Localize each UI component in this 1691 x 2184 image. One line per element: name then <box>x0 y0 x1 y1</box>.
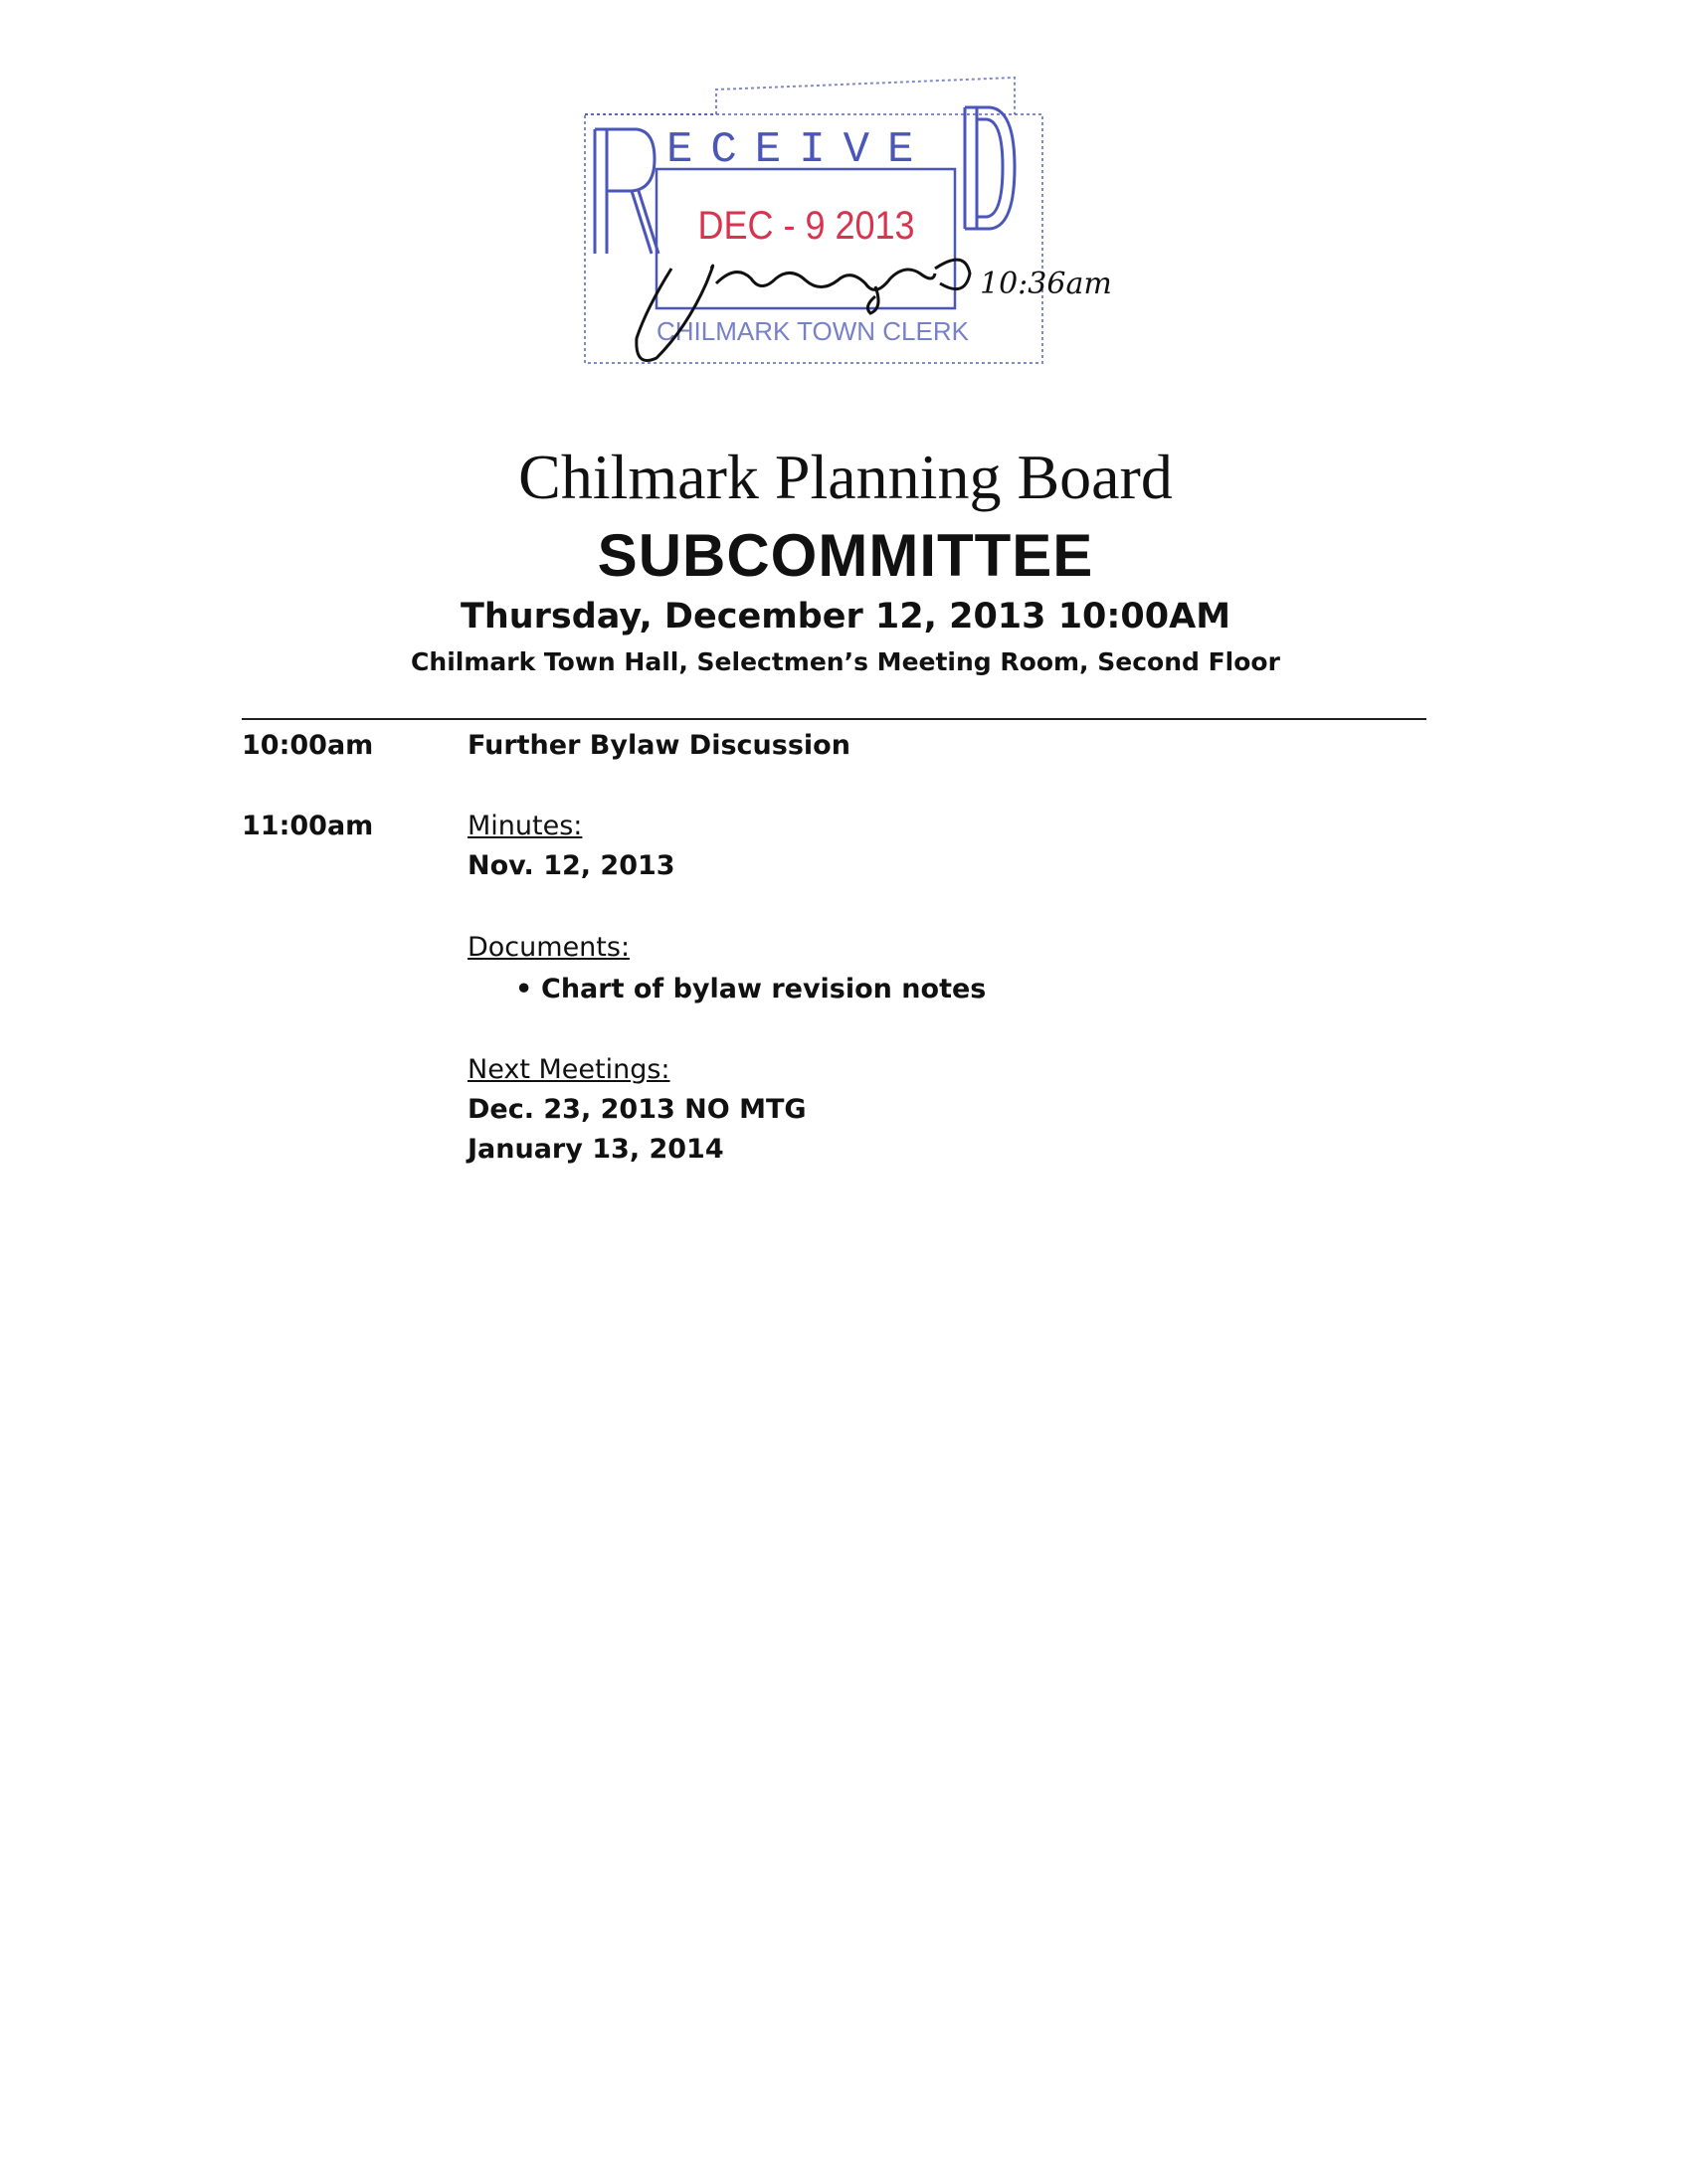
next-meeting-1: Dec. 23, 2013 NO MTG <box>468 1094 807 1125</box>
agenda-item-1: Further Bylaw Discussion <box>468 730 850 761</box>
handwritten-time: 10:36am <box>980 267 1112 301</box>
documents-heading: Documents: <box>468 932 631 963</box>
stamp-office-text: CHILMARK TOWN CLERK <box>657 316 969 346</box>
received-stamp <box>577 70 1174 388</box>
next-meeting-2: January 13, 2014 <box>468 1134 724 1165</box>
next-meetings-heading: Next Meetings: <box>468 1054 670 1085</box>
page-title: Chilmark Planning Board <box>518 442 1173 512</box>
meeting-location: Chilmark Town Hall, Selectmen’s Meeting Room, Second Floor <box>411 647 1280 676</box>
minutes-heading: Minutes: <box>468 811 583 841</box>
divider-line <box>242 718 1426 720</box>
agenda-time-1: 10:00am <box>242 730 374 761</box>
page-subtitle: SUBCOMMITTEE <box>597 522 1094 589</box>
minutes-date: Nov. 12, 2013 <box>468 850 675 881</box>
document-label: Chart of bylaw revision notes <box>541 974 987 1004</box>
agenda-time-2: 11:00am <box>242 811 374 841</box>
document-list-item <box>515 970 986 1009</box>
stamp-date-text: DEC - 9 2013 <box>697 204 915 249</box>
stamp-received-text: ECEIVE <box>666 125 932 175</box>
meeting-datetime: Thursday, December 12, 2013 10:00AM <box>460 597 1231 637</box>
bullet-icon: • <box>515 974 533 1004</box>
